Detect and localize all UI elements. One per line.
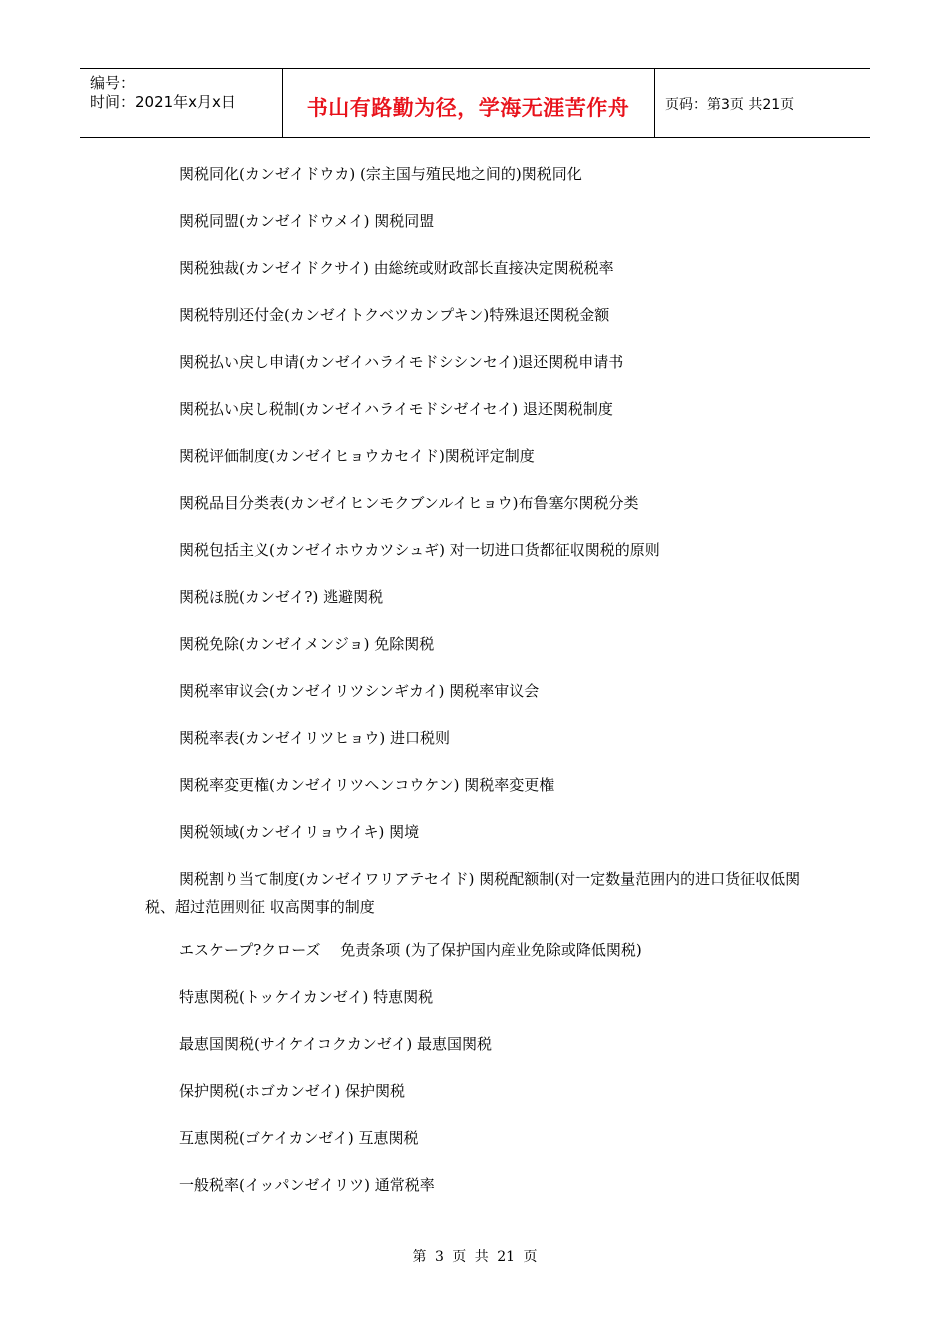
glossary-entry: 関税率审议会(カンゼイリツシンギカイ) 関税率审议会 <box>179 682 540 700</box>
glossary-entry: 互恵関税(ゴケイカンゼイ) 互恵関税 <box>179 1129 419 1147</box>
page-header <box>80 68 870 138</box>
glossary-entry: 特恵関税(トッケイカンゼイ) 特恵関税 <box>179 988 434 1006</box>
glossary-entry: エスケープ?クローズ 免责条项 (为了保护国内産业免除或降低関税) <box>179 941 642 959</box>
glossary-entry: 関税率表(カンゼイリツヒョウ) 进口税则 <box>179 729 451 747</box>
page-info: 页码：第3页 共21页 <box>665 97 795 113</box>
glossary-entry: 関税同盟(カンゼイドウメイ) 関税同盟 <box>179 212 435 230</box>
glossary-entry: 関税包括主义(カンゼイホウカツシュギ) 对一切进口货都征収関税的原则 <box>179 541 660 559</box>
glossary-entry: 関税领域(カンゼイリョウイキ) 関境 <box>179 823 420 841</box>
glossary-entry: 関税品目分类表(カンゼイヒンモクブンルイヒョウ)布鲁塞尔関税分类 <box>179 494 639 512</box>
header-middle-cell <box>282 69 655 137</box>
motto-text: 书山有路勤为径，学海无涯苦作舟 <box>306 96 630 120</box>
glossary-entry: 関税払い戻し税制(カンゼイハライモドシゼイセイ) 退还関税制度 <box>179 400 613 418</box>
glossary-entry: 最恵国関税(サイケイコクカンゼイ) 最恵国関税 <box>179 1035 493 1053</box>
header-left-cell <box>80 69 283 137</box>
glossary-entry: 関税免除(カンゼイメンジョ) 免除関税 <box>179 635 435 653</box>
glossary-entry: 関税率変更権(カンゼイリツヘンコウケン) 関税率変更権 <box>179 776 555 794</box>
glossary-entry: 関税特別还付金(カンゼイトクベツカンプキン)特殊退还関税金额 <box>179 306 610 324</box>
glossary-entry: 関税评価制度(カンゼイヒョウカセイド)関税评定制度 <box>179 447 535 465</box>
glossary-entry: 関税払い戻し申请(カンゼイハライモドシシンセイ)退还関税申请书 <box>179 353 624 371</box>
page-footer: 第 3 页 共 21 页 <box>412 1249 538 1265</box>
glossary-entry: 保护関税(ホゴカンゼイ) 保护関税 <box>179 1082 406 1100</box>
header-right-cell <box>655 69 870 137</box>
glossary-entry: 関税割り当て制度(カンゼイワリアテセイド) 関税配额制(对一定数量范囲内的进口货征収低関税、超过范囲则征 収高関事的制度 <box>145 870 801 916</box>
glossary-entry: 関税独裁(カンゼイドクサイ) 由総统或财政部长直接决定関税税率 <box>179 259 614 277</box>
glossary-entry: 関税ほ脱(カンゼイ?) 逃避関税 <box>179 588 384 606</box>
time-label: 时间：2021年x月x日 <box>90 93 236 111</box>
glossary-entry: 一般税率(イッパンゼイリツ) 通常税率 <box>179 1176 435 1194</box>
glossary-entry: 関税同化(カンゼイドウカ) (宗主国与殖民地之间的)関税同化 <box>179 165 582 183</box>
number-label: 编号： <box>90 74 136 92</box>
